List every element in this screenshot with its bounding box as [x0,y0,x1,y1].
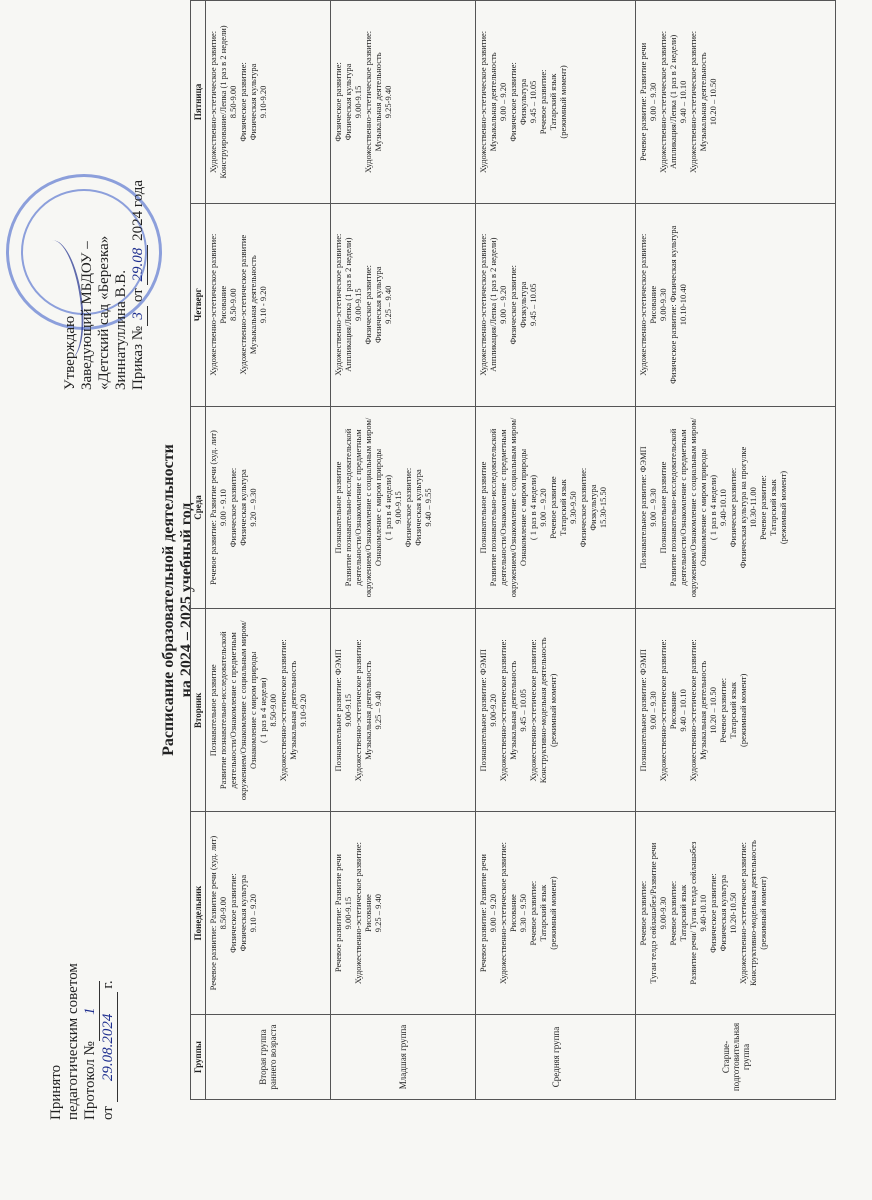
schedule-cell-line: Художественно-эстетическое развитие: [528,639,538,782]
schedule-cell-line: Аппликация/Лепка (1 раз в 2 недели) [343,237,353,372]
order-number: 3 [130,306,148,326]
schedule-cell-line: Физическое развитие: [508,62,518,142]
schedule-cell-line: (режимный момент) [548,876,558,950]
schedule-cell-line: Речевое развитие: Развитие речи [333,854,343,973]
schedule-cell-line: ( 1 раз в 4 недели) [383,474,393,541]
schedule-cell-line: 9.40 – 10.10 [678,80,688,124]
schedule-cell-line: Развитие познавательно-исследовательской деятельности/Ознакомление с предметным окружением/Ознакомление с социальным миром/ Ознакомление с миром природы [488,417,528,598]
schedule-cell-monday [476,812,636,1015]
schedule-cell-line: Художественно-эстетическое развитие: [363,30,373,173]
schedule-cell-line: Физическое развитие: [708,873,718,953]
schedule-cell-line: Художественно-эстетическое развитие: [658,639,668,782]
schedule-cell-line: 10.10-10.40 [678,284,688,326]
schedule-cell-line: 8.50-9.00 [228,85,238,119]
schedule-cell-line: Художественно-эстетическое развитие: [333,233,343,376]
header-monday: Понедельник [191,812,206,1015]
schedule-cell-line: 8.50-9.00 [218,896,228,930]
schedule-cell-line: Физическое развитие: [228,467,238,548]
title-line-1: Расписание образовательной деятельности [160,444,177,756]
schedule-cell-wednesday [476,406,636,609]
schedule-cell-line: Татарский язык [538,884,548,942]
schedule-cell-line: Речевое развитие: [638,880,648,946]
schedule-cell-line: Физическое развитие: [363,264,373,345]
kindergarten-name: «Детский сад «Березка» [96,235,112,390]
schedule-cell-line: Рисование [218,285,228,324]
schedule-cell-line: 9.40-10.10 [718,489,728,526]
table-row [331,1,476,1100]
protocol-line: Протокол №1 [82,860,100,1120]
schedule-cell-line: Конструктивно-модельная деятельность [748,840,758,987]
schedule-cell-line: 9.45 – 10.05 [518,689,528,732]
schedule-cell-line: 10.20 – 10.50 [708,686,718,734]
schedule-cell-monday [636,812,836,1015]
order-line: Приказ №3 от 29.08 2024 года [130,179,146,390]
schedule-cell-tuesday [206,609,331,812]
schedule-cell-line: Художественно-эстетическое развитие: [498,842,508,985]
head-title: Заведующий МБДОУ – [79,241,95,390]
schedule-cell-line: Речевое развитие: [758,475,768,540]
schedule-cell-line: 9.25-9.40 [383,85,393,119]
protocol-number: 1 [82,981,100,1041]
schedule-cell-line: 9.00 – 9.30 [648,82,658,122]
schedule-cell-line: Художественно-эстетическое развитие: [688,639,698,782]
schedule-cell-line: Аппликация/Лепка (1 раз в 2 недели) [488,237,498,372]
header-friday: Пятница [191,1,206,204]
group-name-cell: Старше-подготовительная группа [636,1015,836,1100]
schedule-table [190,0,836,1100]
schedule-cell-line: Физическое развитие: Физическая культура [668,225,678,384]
schedule-cell-line: Развитие речи/ Туган телдә сөйләшәбез [688,841,698,985]
schedule-cell-line: Речевое развитие [548,476,558,539]
schedule-cell-line: Речевое развитие: Развитие речи (худ. лит) [208,430,218,585]
schedule-cell-wednesday [636,406,836,609]
schedule-cell-line: 9.20 – 9.30 [248,488,258,527]
schedule-cell-monday [331,812,476,1015]
schedule-cell-line: Музыкальная деятельность [698,52,708,152]
schedule-cell-line: 9.10 - 9.20 [258,286,268,324]
table-row [476,1,636,1100]
schedule-cell-line: Конструктивно-модельная деятельность [538,637,548,784]
schedule-cell-line: 10.20-10.50 [728,892,738,934]
head-name: Зиннатуллина В.В. [113,269,129,390]
schedule-cell-line: Познавательное развитие: ФЭМП [638,446,648,569]
schedule-cell-line: Познавательное развитие: ФЭМП [478,649,488,772]
schedule-cell-line: 9.25 – 9.40 [383,285,393,324]
approval-head-block [62,130,148,390]
schedule-cell-wednesday [331,406,476,609]
schedule-cell-line: Речевое развитие: [538,69,548,135]
schedule-cell-line: Художественно-эстетическое развитие: [498,639,508,782]
schedule-cell-line: Татарский язык [728,682,738,739]
schedule-cell-line: Познавательное развитие [333,461,343,554]
schedule-cell-line: 9.10 – 9.20 [248,893,258,933]
schedule-cell-line: (режимный момент) [758,876,768,950]
table-header-row [191,1,206,1100]
schedule-cell-line: Художественно-эстетическое развитие: [688,30,698,173]
group-name-cell: Средняя группа [476,1015,636,1100]
schedule-cell-line: 9.00-9.15 [343,694,353,727]
schedule-cell-line: 9.25 – 9.40 [373,691,383,730]
schedule-cell-thursday [331,203,476,406]
accepted-label: Принято [48,1064,64,1120]
schedule-cell-line: (режимный момент) [738,673,748,747]
schedule-cell-line: Художественно-эстетическое развитие: [738,842,748,985]
schedule-cell-line: Рисование [668,691,678,730]
schedule-cell-friday [331,1,476,204]
schedule-cell-line: 9.00 – 9.20 [498,82,508,122]
schedule-cell-line: Художественно-эстетическое развитие: [353,842,363,985]
schedule-cell-line: Развитие познавательно-исследовательской деятельности/Ознакомление с предметным окружением/Ознакомление с социальным миром/ Ознакомление с миром природы [218,620,258,801]
schedule-cell-line: Физическая культура [248,63,258,141]
schedule-cell-line: Физическое развитие: [578,467,588,548]
schedule-cell-line: 9.00 – 9.30 [648,488,658,527]
schedule-cell-line: ( 1 раз в 4 недели) [258,677,268,743]
schedule-cell-line: 9.00 - 9.10 [218,489,228,526]
schedule-cell-line: Татарский язык [768,479,778,536]
schedule-cell-line: Физическая культура [373,266,383,343]
schedule-cell-friday [476,1,636,204]
schedule-cell-thursday [206,203,331,406]
schedule-cell-line: Физическая культура [238,469,248,546]
group-name-cell: Младшая группа [331,1015,476,1100]
schedule-cell-wednesday [206,406,331,609]
schedule-cell-line: (режимный момент) [548,673,558,747]
schedule-cell-line: Физическая культура [238,874,248,952]
schedule-cell-line: Художественно-эстетическое развитие: [353,639,363,782]
title-line-2: на 2024 – 2025 учебный год [178,502,195,698]
schedule-cell-line: Художественно-эстетическое развитие: [208,30,218,173]
schedule-cell-line: 15.30-15.50 [598,486,608,529]
schedule-cell-line: Речевое развитие: Развитие речи [478,854,488,973]
schedule-cell-line: Познавательное развитие [658,461,668,554]
schedule-cell-line: Туган телдэ сөйләшәбез/Развитие речи [648,842,658,984]
table-row [636,1,836,1100]
schedule-cell-line: Речевое развитие: [718,677,728,743]
schedule-cell-line: 9.00 – 9.30 [648,691,658,730]
header-tuesday: Вторник [191,609,206,812]
schedule-cell-line: Художественно-эстетическое развитие: [478,233,488,376]
schedule-cell-line: Конструирование/Лепка (1 раз в 2 недели) [218,25,228,179]
schedule-cell-line: Художественно-эстетическое развитие: [208,233,218,376]
schedule-cell-line: 9.00-9.30 [658,896,668,930]
schedule-cell-tuesday [476,609,636,812]
schedule-cell-line: Речевое развитие: [668,880,678,946]
council-label: педагогическим советом [65,963,81,1120]
schedule-cell-line: 9.00-9.15 [353,288,363,322]
schedule-cell-line: Физкультура [518,281,528,328]
schedule-cell-line: Музыкальная деятельность [373,52,383,152]
order-date: 29.08 [130,245,148,285]
schedule-cell-line: 9.40 – 9.55 [423,488,433,527]
schedule-cell-line: Рисование [363,894,373,933]
schedule-cell-line: Физическое развитие: [238,62,248,142]
schedule-cell-line: 9.00-9.20 [488,694,498,727]
schedule-cell-line: Музыкальная деятельность [698,660,708,760]
schedule-cell-line: Татарский язык [678,884,688,942]
schedule-cell-line: Художественно-эстетическое развитие [238,234,248,375]
schedule-cell-line: Физическое развитие: [333,62,343,142]
approve-label: Утверждаю [62,315,78,390]
schedule-cell-line: 8.50-9.00 [268,694,278,727]
schedule-cell-line: Познавательное развитие [478,461,488,554]
group-name-cell: Вторая группа раннего возраста [206,1015,331,1100]
schedule-cell-line: 9.00-9.15 [393,491,403,524]
schedule-cell-line: 9.00-9.15 [343,896,353,930]
schedule-cell-line: 9.30-9.50 [568,491,578,524]
schedule-cell-tuesday [636,609,836,812]
schedule-cell-line: Физическая культура [343,63,353,141]
schedule-cell-line: Художественно-эстетическое развитие: [638,233,648,376]
schedule-cell-line: Художественно-эстетическое развитие: [478,30,488,173]
schedule-cell-line: Музыкальная деятельность [363,660,373,760]
schedule-cell-line: 8.50-9.00 [228,288,238,322]
schedule-cell-line: Аппликация/Лепка (1 раз в 2 недели) [668,34,678,170]
schedule-cell-line: Художественно-эстетическое развитие: [278,639,288,782]
schedule-cell-line: Физическая культура [413,469,423,546]
schedule-cell-line: ( 1 раз в 4 недели) [528,474,538,541]
schedule-cell-tuesday [331,609,476,812]
schedule-cell-line: 9.25 – 9.40 [373,893,383,933]
schedule-cell-friday [206,1,331,204]
schedule-cell-line: Речевое развитие: Развитие речи [638,42,648,161]
header-thursday: Четверг [191,203,206,406]
schedule-cell-line: Музыкальная деятельность [288,660,298,760]
schedule-cell-line: 9.40 – 10.10 [678,689,688,732]
schedule-cell-line: 9.00 – 9.20 [538,488,548,527]
schedule-cell-line: Рисование [508,894,518,933]
schedule-cell-line: Физическое развитие: [403,467,413,548]
schedule-cell-line: 9.45 – 10.05 [528,80,538,124]
schedule-cell-line: Речевое развитие: Развитие речи (худ. лит) [208,835,218,991]
schedule-cell-line: ( 1 раз в 4 недели) [708,474,718,541]
protocol-date-line: от 29.08.2024 г. [100,980,116,1120]
schedule-cell-monday [206,812,331,1015]
schedule-cell-line: Развитие познавательно-исследовательской деятельности/Ознакомление с предметным окружением/Ознакомление с социальным миром/ Ознакомление с миром природы [668,417,708,598]
schedule-cell-line: Физкультура [518,78,528,125]
schedule-cell-line: Познавательное развитие [208,664,218,757]
header-wednesday: Среда [191,406,206,609]
schedule-cell-line: (режимный момент) [778,470,788,545]
schedule-cell-line: 9.10-9.20 [258,85,268,119]
schedule-cell-line: Познавательное развитие: ФЭМП [333,649,343,772]
schedule-cell-thursday [636,203,836,406]
schedule-cell-line: Речевое развитие: [528,880,538,946]
schedule-cell-line: (режимный момент) [558,65,568,139]
approval-council-block [48,860,118,1120]
schedule-cell-line: Татарский язык [548,73,558,131]
schedule-cell-line: Физическая культура [718,874,728,952]
schedule-cell-line: 9.30 – 9.50 [518,893,528,933]
protocol-date: 29.08.2024 [100,992,118,1102]
schedule-cell-line: Физкультура [588,484,598,531]
schedule-cell-thursday [476,203,636,406]
schedule-cell-line: Музыкальная деятельность [488,52,498,152]
schedule-cell-line: Физическое развитие: [728,467,738,548]
schedule-cell-line: 9.40-10.10 [698,894,708,932]
schedule-cell-line: Музыкальная деятельность [248,255,258,355]
schedule-cell-line: Рисование [648,285,658,324]
schedule-cell-line: 9.00-9.30 [658,288,668,322]
schedule-cell-line: 9.10-9.20 [298,694,308,727]
schedule-cell-line: Физическая культура на прогулке [738,446,748,569]
schedule-cell-line: Развитие познавательно-исследовательской деятельности/Ознакомление с предметным окружением/Ознакомление с социальным миром/ Ознакомление с миром природы [343,417,383,598]
schedule-cell-line: Познавательное развитие: ФЭМП [638,649,648,772]
schedule-cell-line: Физическое развитие: [228,873,238,953]
schedule-cell-line: 9.00-9.15 [353,85,363,119]
table-row [206,1,331,1100]
schedule-cell-friday [636,1,836,204]
schedule-cell-line: 9.45 – 10.05 [528,283,538,326]
schedule-cell-line: Татарский язык [558,479,568,536]
header-groups: Группы [191,1015,206,1100]
schedule-cell-line: 9.00 – 9.20 [488,893,498,933]
schedule-cell-line: Физическое развитие: [508,264,518,345]
schedule-cell-line: Музыкальная деятельность [508,660,518,760]
schedule-cell-line: 10.20 – 10.50 [708,78,718,126]
schedule-cell-line: 10.30-11.00 [748,487,758,528]
schedule-cell-line: Художественно-эстетическое развитие: [658,30,668,173]
schedule-cell-line: 9.00 – 9.20 [498,285,508,324]
